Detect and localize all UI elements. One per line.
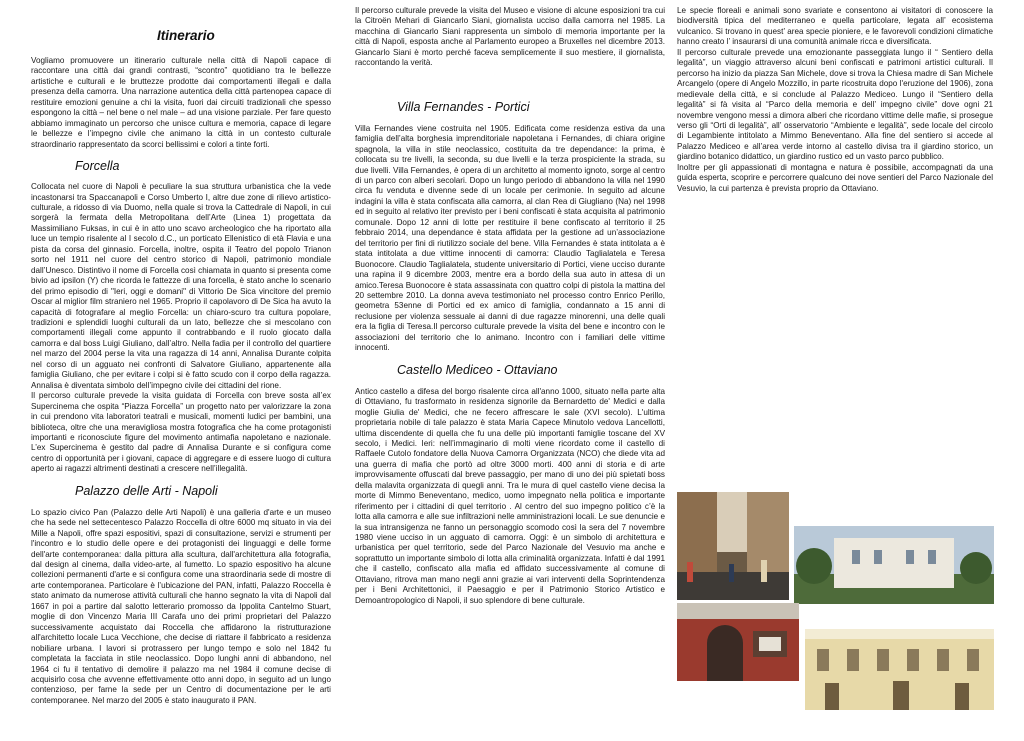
column-right xyxy=(677,6,993,194)
itinerario-heading: Itinerario xyxy=(157,28,215,43)
palazzo-paragraph: Lo spazio civico Pan (Palazzo delle Arti Napoli) è una galleria d'arte e un museo che ha sede nel settecentesco Palazzo Roccella di oltre 6000 mq situato in via dei Mille a Napoli, offre spazi espositivi, spazi di consultazione, servizi e strumenti per l'incontro e lo studio delle opere e dei protagonisti dei linguaggi e delle forme dell'arte contemporanea: dalla pittura alla scultura, dall'architettura alla fotografia, dal design al cinema, dalla video-arte, al fumetto. Lo spazio espositivo ha alcune collezioni permanenti d'arte e si configura come una straordinaria sede di mostre di arte contemporanea. Particolare è l’ubicazione del PAN, infatti, Palazzo Roccella è stato animato da numerose attività culturali che hanno segnato la vita di Napoli dal 1667 in poi a partire dal salotto letterario promosso da Ippolita Cantelmo Stuart, moglie di don Vincenzo Maria III Carafa uno dei primi proprietari del Palazzo successivamente acquistato dai Roccella che affidarono la ristrutturazione all'architetto locale Luca Vecchione, che decise di riattare il fabbricato a residenza nobiliare urbana. I lavori si protrassero per lungo tempo e solo nel 1842 fu completata la facciata in stile neoclassico. Dopo lunghi anni di abbandono, nel 1964 ci fu il tentativo di demolire il palazzo ma nel 1984 il comune decise di acquisirlo cosa che avvenne effettivamente otto anni dopo, in seguito ad un lungo contenzioso, per farne la sede per un Centro di documentazione per le arti contemporanee. Nel marzo del 2005 è stato inaugurato il PAN. xyxy=(31,507,331,705)
photo-collage xyxy=(677,492,994,710)
palace-facade-photo xyxy=(805,629,994,710)
palazzo-paragraph-start xyxy=(31,508,331,707)
castello-paragraph: Antico castello a difesa del borgo risalente circa all'anno 1000, situato nella parte alta di Ottaviano, fu trasformato in residenza signorile da Bernardetto de' Medici e dalla moglie Giulia de' Medici, che ne fecero affrescare le sale (XVI secolo). L'ultima proprietaria nobile di tale palazzo è stata Maria Capece Minutolo vedova Lancellotti, ultima discendente di quella che fu una delle più importanti famiglie toscane del XV secolo, i Medici. Ieri: nell’immaginario di molti viene ricordato come il castello di Raffaele Cutolo fondatore della Nuova Camorra Organizzata (NCO) che diede vita ad una guerra di mafia che portò ad oltre 3000 morti. 400 anni di storia e di arte improvvisamente offuscati dal breve passaggio, per mano di uno dei più spietati boss della malavita organizzata di quegli anni. Tra le mura di quel castello viene decisa la morte di Mimmo Beneventano, medico, uomo impegnato nella politica e importante riferimento per i cittadini di quel territorio . Al centro del suo impegno politico c’è la lotta alla camorra e alle sue infiltrazioni nelle amministrazioni locali. Le sue denuncie e la sua intransigenza ne fanno un personaggio scomodo così la sera del 7 novembre 1980 viene ucciso in un agguato di camorra. Oggi: è un simbolo di architettura e urbanistica per quel territorio, sede del Parco Nazionale del Vesuvio ma anche e soprattutto un importante simbolo di lotta alla criminalità organizzata. Infatti è dal 1991 che il castello, confiscato alla mafia ed affidato successivamente al comune di Ottaviano, ritrova man mano negli anni grazie ai vari interventi della Soprintendenza per i Beni Architettonici, il Paesaggio e per il Patrimonio Storico Artistico e Demoantropologico di Napoli, il suo splendore di bene culturale. xyxy=(355,386,665,605)
forcella-percorso-paragraph: Il percorso culturale prevede la visita guidata di Forcella con breve sosta all’ex Supercinema che ospita “Piazza Forcella” un progetto nato per valorizzare la zona in cui prendono vita laboratori teatrali e musicali, momenti ludici per bambini, una biblioteca, oltre che una meravigliosa mostra fotografica che ha come protagonisti importanti e riconosciute figure del movimento antimafia napoletano e nazionale. L’ex Supercinema è gestito dal padre di Annalisa Durante e si configura come centro di opportunità per i giovani, capace di aggregare e di essere luogo di cultura aperto ai ragazzi altrimenti destinati a crescere nell’illegalità. xyxy=(31,391,331,474)
castello-percorso-paragraph: Il percorso culturale prevede una emozionante passeggiata lungo il “ Sentiero della legalità”, un viaggio attraverso alcuni beni confiscati e patrimoni artistici culturali. Il percorso ha inizio da piazza San Michele, dove si trova la Chiesa madre di San Michele Arcangelo (opere di Angelo Mozzillo, in parte ricostruita dopo l'eruzione del 1906), zona medievale della città, e si conclude al Palazzo Mediceo. Lungo il “Sentiero della legalità” si fà visita al “Parco della memoria e dell’ impegno civile” dove ogni 21 novembre vengono messi a dimora alberi che ricordano vittime delle mafie, si prosegue verso gli “Orti di legalità”, all’ osservatorio “Ambiente e legalità”, sede locale del circolo di Legambiente intitolato a Mimmo Beneventano. Alla fine del sentiero si accede al Palazzo Mediceo e all’area verde intorno al castello divisa tra il giardino storico, un giardino botanico didattico, un giardino rustico ed un vasto parco pubblico. xyxy=(677,47,993,162)
villa-paragraph: Villa Fernandes viene costruita nel 1905. Edificata come residenza estiva da una famiglia dell’alta borghesia imprenditoriale napoletana i Fernandes, di chiara origine spagnola, la villa in stile neoclassico, costituita da tre dependance: la prima, è collocata su tre livelli, la seconda, su due livelli e la terza prospiciente la strada, su due livelli. Villa Fernandes, è opera di un architetto al momento ignoto, sorge al centro di un parco con alberi secolari. Dopo un lungo periodo di abbandono la villa nel 1990 circa fu venduta e divenne sede di un locale per cerimonie. In seguito ad alcune indagini la villa è stata confiscata alla camorra, al clan Rea di Giugliano (Na) nel 1998 ed in seguito al relativo iter previsto per i beni confiscati è stata acquisita al patrimonio comunale. Dopo 12 anni di lotte per restituire il bene confiscato al territorio il 25 febbraio 2014, una dependance è stata affidata per la gestione ad un’associazione del territorio per fini di riutilizzo sociale del bene. Villa Fernandes è stata intitolata a è stata intitolata a due vittime innocenti di camorra: Claudio Taglialatela e Teresa Buonocore. Claudio Taglialatela, studente universitario di Portici, viene ucciso durante una rapina il 9 dicembre 2003, mentre era a bordo della sua auto in attesa di un amico.Teresa Buonocore è stata assassinata con quattro colpi di pistola la mattina del 20 settembre 2010. La donna aveva testimoniato nel processo contro Enrico Perillo, geometra 53enne di Portici ed ex amico di famiglia, condannato a 15 anni di reclusione per violenza sessuale ai danni di due ragazze minorenni, una delle quali era la figlia di Teresa.Il percorso culturale prevede la visita del bene e incontro con le associazioni del territorio che lo animano. Incontro con i familiari delle vittime innocenti. xyxy=(355,123,665,353)
castello-specie-paragraph: Le specie floreali e animali sono svariate e consentono ai visitatori di conoscere la biodiversità tipica del mediterraneo e quella particolare, legata all’ ecosistema vulcanico. Si trovano in quest’ area specie pioniere, e le favorevoli condizioni climatiche hanno creato l’ insaurarsi di una comunità animale ricca e diversificata. xyxy=(677,6,993,47)
palazzo-heading: Palazzo delle Arti - Napoli xyxy=(75,483,218,498)
villa-facade-photo xyxy=(794,526,994,604)
palazzo-percorso-paragraph: Il percorso culturale prevede la visita del Museo e visione di alcune esposizioni tra cui la Citroën Mehari di Giancarlo Siani, giornalista ucciso dalla camorra nel 1985. La macchina di Giancarlo Siani rappresenta un simbolo di memoria importante per la città di Napoli, esposta anche al Parlamento europeo a Bruxelles nel dicembre 2013. Giancarlo Siani è morto perché faceva semplicemente il suo mestiere, il giornalista, raccontando la verità. xyxy=(355,6,665,68)
red-building-interior-photo xyxy=(677,603,799,681)
castello-vesuvio-paragraph: Inoltre per gli appassionati di montagna e natura è possibile, accompagnati da una guida esperta, scoprire e percorrere qualcuno dei nove sentieri del Parco Nazionale del Vesuvio, la cui partenza è prevista proprio da Ottaviano. xyxy=(677,162,993,193)
itinerario-paragraph: Vogliamo promuovere un itinerario culturale nella città di Napoli capace di raccontare una città dai grandi contrasti, “scontro” quotidiano tra le bellezze artistiche e culturali e le bruttezze prodotte dai comportamenti illegali e dalla presenza della camorra. Una narrazione autentica della città partenopea capace di restituire emozioni genuine a chi la visita, fuori dai circuiti tradizionali che spesso espongono la città – nel bene o nel male – ad una visione parziale. Per fare questo abbiamo immaginato un percorso che unisce cultura e memoria, capace di legare le bellezze e l’impegno civile che animano la città in un contesto culturale straordinario rappresentato da scorci bellissimi e colori a tinte forti. xyxy=(31,56,331,149)
villa-heading: Villa Fernandes - Portici xyxy=(397,99,530,114)
forcella-heading: Forcella xyxy=(75,159,120,174)
street-scene-photo xyxy=(677,492,789,600)
column-middle xyxy=(355,6,665,606)
castello-heading: Castello Mediceo - Ottaviano xyxy=(397,362,558,377)
forcella-paragraph: Collocata nel cuore di Napoli è peculiare la sua struttura urbanistica che la vede incastonarsi tra Spaccanapoli e Corso Umberto I, altre due zone di rilievo artistico-culturale, a ridosso di via Duomo, nella quale si trova la Cattedrale di Napoli, in cui sorgerà la fermata della Metropolitana dell’Arte (Linea 1) progettata da Massimiliano Fuksas, in cui è in atto uno scavo archeologico che ha riportato alla luce un tempio risalente al I secolo d.C., un porticato Ellenistico di età Flavia e una pista da corsa del ginnasio. Forcella, inoltre, ospita il Teatro del popolo Trianon sorto nel 1911 nel cuore del centro storico di Napoli, patrimonio mondiale dall’Unesco. Distintivo il nome di Forcella così chiamata in quanto si presenta come bivio ad ipsilon (Y) che ricorda le fattezze di una forcella, è stato anche lo scenario del primo episodio di "Ieri, oggi e domani" di Vittorio De Sica vincitore del premio Oscar al miglior film straniero nel 1965. Proprio il capolavoro di De Sica ha avuto la capacità di fotografare al meglio Forcella: un chiaro-scuro tra cultura popolare, tradizioni e splendidi luoghi culturali da un lato, bellezze che si mescolano con comportamenti illegali come appunto il contrabbando e il ruolo giocato dalla camorra e dal boss Luigi Giuliano, dall’altro. Nella fadia per il controllo del quartiere nel marzo del 2004 perse la vita una ragazza di 14 anni, Annalisa Durante colpita nel corso di un agguato nei confronti di Salvatore Giuliano, appartenente alla famiglia Giuliano, che per evitare i colpi si è fatto scudo con il corpo della ragazza. Annalisa è diventata simbolo dell’impegno civile dei cittadini del rione. xyxy=(31,182,331,390)
column-left xyxy=(31,28,331,706)
